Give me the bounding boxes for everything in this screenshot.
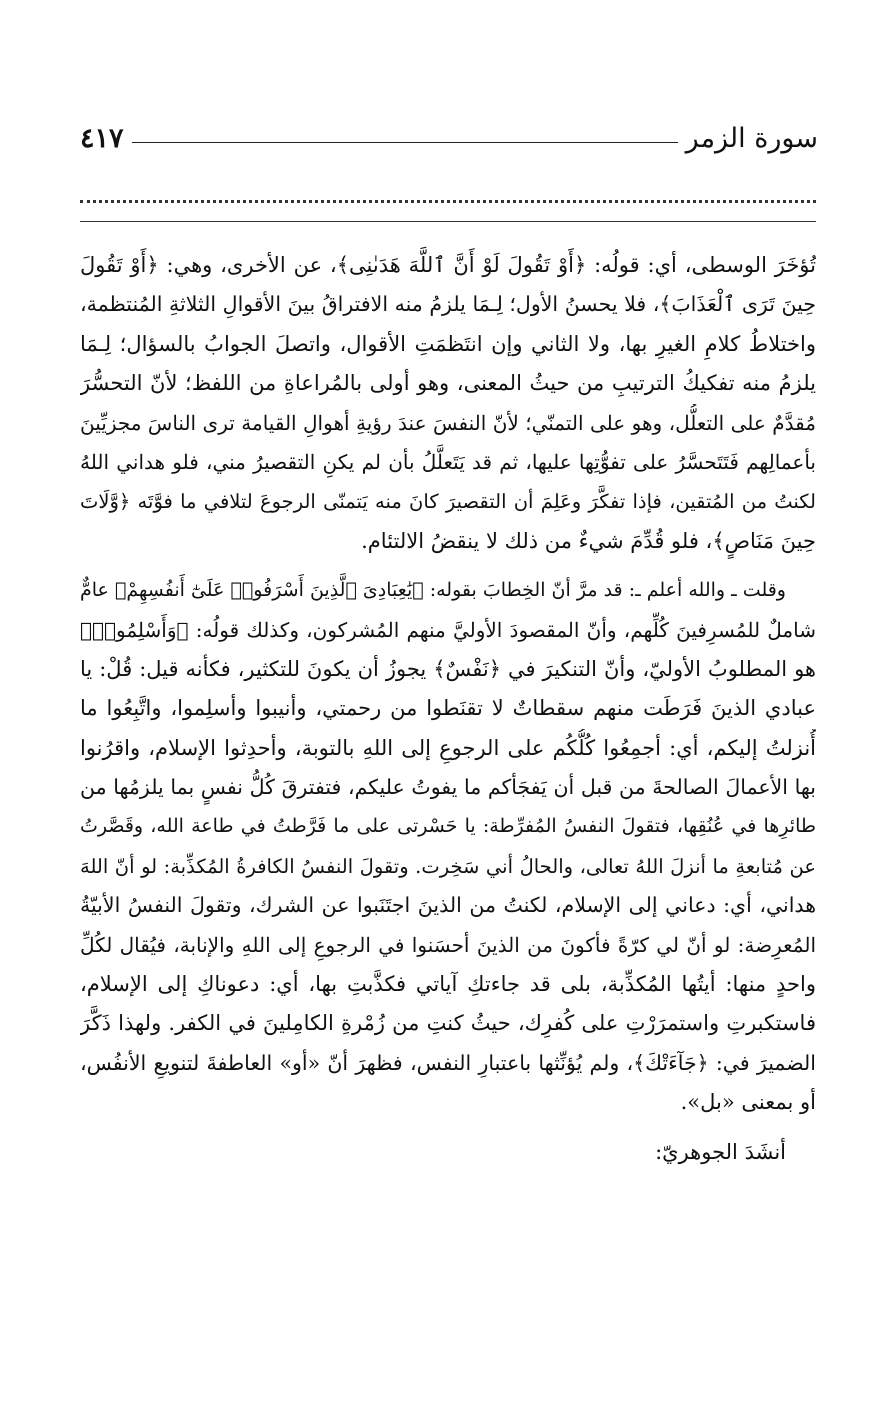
header-rule (132, 142, 678, 143)
footnote-separator-dotted (80, 200, 816, 203)
paragraph-gap (80, 1123, 816, 1133)
text-line: وقلت ـ والله أعلم ـ: قد مرَّ أنّ الخِطابَ بقوله: ﴿يَٰعِبَادِىَ ٱلَّذِينَ أَسْرَفُوا۟ عَلَىٰٓ أَنفُسِهِمْ﴾ عامٌّ (80, 579, 786, 602)
running-header (80, 118, 818, 158)
paragraph-author-view (80, 571, 816, 1122)
text-line: لكنتُ من المُتقين، فإذا تفكَّرَ وعَلِمَ أن التقصيرَ كانَ منه يَتمنّى الرجوعَ لتلافي ما فوَّتَه ﴿وَّلَاتَ (80, 490, 816, 514)
text-line: هداني، أي: دعاني إلى الإسلام، لكنتُ من الذينَ اجتَنَبوا عن الشرك، وتقولَ النفسُ الأبيّةُ (80, 893, 816, 918)
text-line: تُؤخَرَ الوسطى، أي: قولُه: ﴿أَوْ تَقُولَ لَوْ أَنَّ ٱللَّهَ هَدَىٰنِى﴾، عن الأخرى، وهي: ﴿أَوْ تَقُولَ (80, 253, 816, 277)
text-line: عبادي الذينَ فَرَطَت منهم سقطاتٌ لا تقنَطوا من رحمتي، وأنيبوا وأسلِموا، واتَّبِعُوا ما (80, 696, 816, 721)
text-line: بها الأعمالَ الصالحةَ من قبل أن يَفجَأكم ما يفوتُ عليكم، فتفترقَ كُلُّ نفسٍ بما يلزمُها من (80, 775, 816, 800)
text-line: عن مُتابعةِ ما أنزلَ اللهُ تعالى، والحالُ أني سَخِرت. وتقولَ النفسُ الكافرةُ المُكذِّبة: لو أنّ اللهَ (80, 854, 816, 878)
paragraph-gap (80, 561, 816, 571)
text-line: هو المطلوبُ الأوليّ، وأنّ التنكيرَ في ﴿نَفْسٌ﴾ يجوزُ أن يكونَ للتكثير، فكأنه قيل: قُلْ: يا (80, 656, 816, 681)
closing-line: أنشَدَ الجوهريّ: (655, 1139, 786, 1164)
text-line: واختلاطُ كلامِ الغيرِ بها، ولا الثاني وإن انتَظمَتِ الأقوال، واتصلَ الجوابُ بالسؤال؛ لِـمَا (80, 331, 816, 356)
text-line: حِينَ تَرَى ٱلْعَذَابَ﴾، فلا يحسنُ الأول؛ لِـمَا يلزمُ منه الافتراقُ بينَ الأقوالِ الثلاثةِ المُنتظمة، (80, 292, 816, 317)
text-line: شاملٌ للمُسرِفينَ كُلِّهم، وأنّ المقصودَ الأوليَّ منهم المُشركون، وكذلك قولُه: ﴿وَأَسْلِمُوا۟﴾ (80, 617, 816, 642)
text-line: بأعمالِهم فَتَتَحسَّرُ على تفوُّتِها عليها، ثم قد يَتَعلَّلُ بأن لم يكنِ التقصيرُ مني، فلو هداني اللهُ (80, 449, 816, 474)
text-line: واحدٍ منها: أيتُها المُكذِّبة، بلى قد جاءتكِ آياتي فكذَّبتِ بها، أي: دعوناكِ إلى الإسلام، (80, 972, 816, 997)
text-line: يلزمُ منه تفكيكُ الترتيبِ من حيثُ المعنى، وهو أولى بالمُراعاةِ من اللفظ؛ لأنّ التحسُّرَ (80, 371, 816, 396)
paragraph-commentary (80, 246, 816, 561)
text-line: أو بمعنى «بل». (680, 1090, 816, 1115)
section-rule (80, 221, 816, 222)
text-line: حِينَ مَنَاصٍ﴾، فلو قُدِّمَ شيءٌ من ذلك لا ينقضُ الالتئام. (361, 528, 816, 553)
page-number: ٤١٧ (80, 122, 124, 154)
body-text (80, 246, 816, 1172)
text-line: أُنزلتُ إليكم، أي: أجمِعُوا كُلُّكُم على الرجوعِ إلى اللهِ بالتوبة، وأحدِثوا الإسلام، واقرُنوا (80, 735, 816, 760)
surah-title: سورة الزمر (685, 122, 818, 154)
text-line: مُقدَّمٌ على التعلُّل، وهو على التمنّي؛ لأنّ النفسَ عندَ رؤيةِ أهوالِ القيامة ترى الناسَ مجزيِّينَ (80, 410, 816, 435)
text-line: المُعرِضة: لو أنّ لي كرّةً فأكونَ من الذينَ أحسَنوا في الرجوعِ إلى اللهِ والإنابة، فيُقال لكُلِّ (80, 932, 816, 957)
text-line: فاستكبرتِ واستمرَرْتِ على كُفرِك، حيثُ كنتِ من زُمْرةِ الكامِلينَ في الكفر. ولهذا ذَكَّرَ (80, 1011, 816, 1036)
text-line: طائرِها في عُنُقِها، فتقولَ النفسُ المُفرِّطة: يا حَسْرتى على ما فَرَّطتُ في طاعة الله، وقَصَّرتُ (80, 815, 816, 838)
text-line: الضميرَ في: ﴿جَآءَتْكَ﴾، ولم يُؤنِّثها باعتبارِ النفس، فظهرَ أنّ «أو» العاطفةَ لتنويعِ الأنفُس، (80, 1050, 816, 1075)
